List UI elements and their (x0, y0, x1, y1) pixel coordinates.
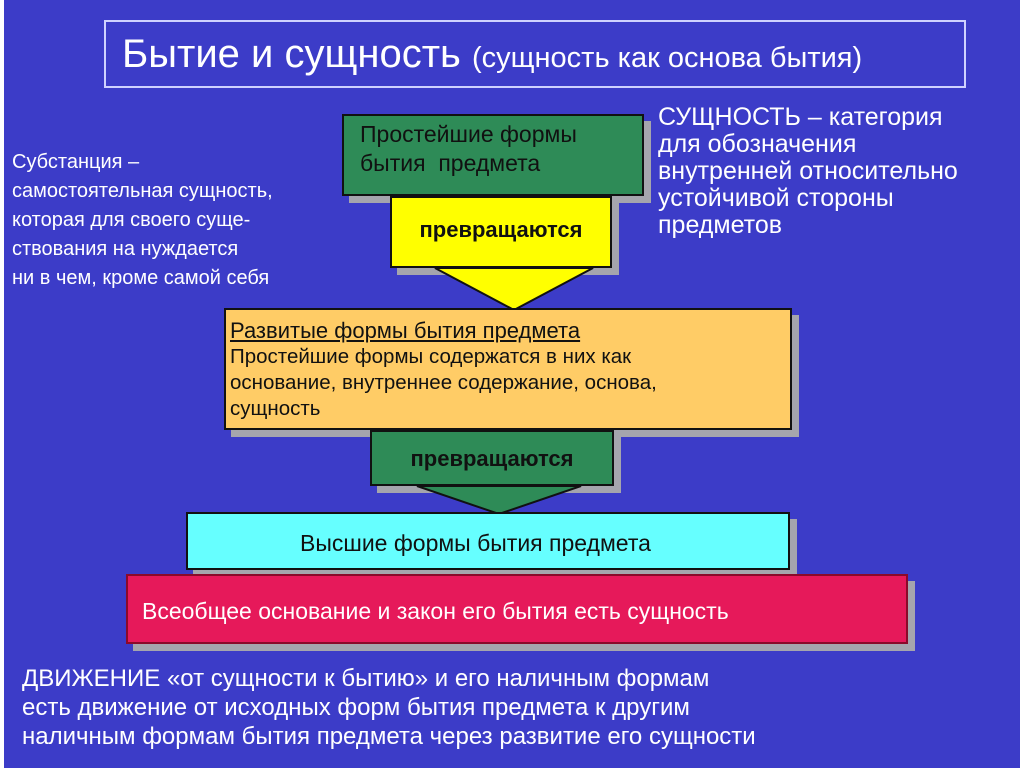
title-subtitle: (сущность как основа бытия) (472, 42, 863, 74)
highest-forms-text: Высшие формы бытия предмета (300, 530, 651, 556)
transform-label-1: превращаются (419, 217, 583, 242)
developed-forms-box (224, 308, 792, 430)
slide (4, 0, 1020, 768)
transform-box-2 (370, 430, 614, 486)
highest-forms-box (186, 512, 790, 570)
substance-definition: Субстанция – самостоятельная сущность, которая для своего суще- ствования на нуждается ни в чем, кроме самой себя (12, 151, 273, 289)
universal-basis-text: Всеобщее основание и закон его бытия есть сущность (142, 598, 729, 624)
developed-forms-body: Простейшие формы содержатся в них как основание, внутреннее содержание, основа, сущность (230, 345, 657, 420)
transform-box-1 (390, 196, 612, 268)
universal-basis-box (126, 574, 908, 644)
essence-definition: СУЩНОСТЬ – категория для обозначения внутренней относительно устойчивой стороны предметов (658, 103, 958, 239)
simplest-forms-box (342, 114, 644, 196)
movement-statement: ДВИЖЕНИЕ «от сущности к бытию» и его наличным формам есть движение от исходных форм бытия предмета к другим наличным формам бытия предмета через развитие его сущности (22, 665, 756, 750)
down-arrow-yellow (434, 268, 594, 312)
simplest-forms-text: Простейшие формы бытия предмета (360, 121, 577, 176)
page-title (122, 32, 862, 77)
developed-forms-heading: Развитые формы бытия предмета (230, 318, 581, 343)
title-box (104, 20, 966, 88)
transform-label-2: превращаются (410, 446, 574, 471)
title-main-text: Бытие и сущность (122, 32, 461, 76)
